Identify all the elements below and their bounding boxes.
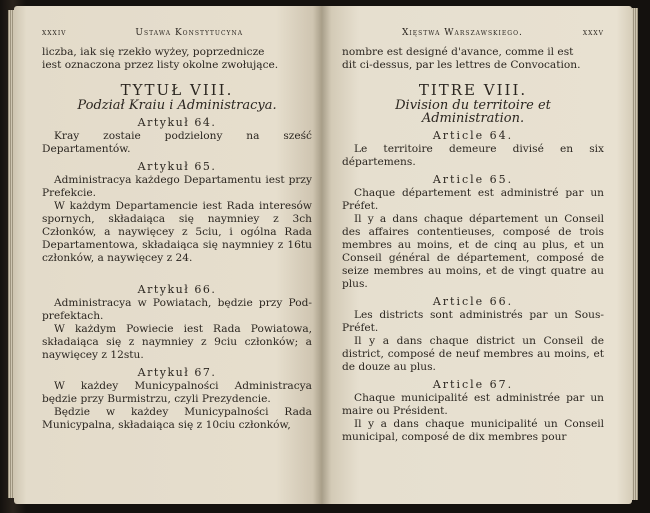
- right-running-title: Xięstwa Warszawskiego.: [401, 28, 523, 38]
- right-art66-p1: Les districts sont administrés par un Sous-Préfet.: [342, 309, 604, 334]
- left-page: [14, 6, 322, 504]
- left-subtitle: Podział Kraiu i Administracya.: [77, 98, 277, 113]
- left-line-top-2: iest oznaczona przez listy okolne zwołujące.: [42, 59, 279, 71]
- left-art65-p1: Administracya każdego Departamentu iest przy Prefekcie.: [42, 174, 312, 199]
- right-art64-heading: Article 64.: [432, 129, 514, 142]
- left-art66-p2: W każdym Powiecie iest Rada Powiatowa, składaiąca się z naymniey z 9ciu członków; a naywięcey z 12stu.: [42, 323, 312, 361]
- left-art65-heading: Artykuł 65.: [137, 160, 217, 173]
- right-subtitle: Division du territoire et Administration.: [395, 98, 551, 126]
- right-art67-p1: Chaque municipalité est administrée par un maire ou Président.: [342, 392, 604, 417]
- left-running-head: [42, 28, 312, 38]
- left-art66-heading: Artykuł 66.: [137, 283, 217, 296]
- right-art65-p2: Il y a dans chaque département un Conseil des affaires contentieuses, composé de trois membres au moins, et de cinq au plus, et un Conseil général de département, composé de seize membres au moins, et de vingt quatre au plus.: [342, 213, 604, 290]
- right-art67-heading: Article 67.: [432, 378, 514, 391]
- left-art67-p2: Będzie w każdey Municypalności Rada Municypalna, składaiąca się z 10ciu członków,: [42, 406, 312, 431]
- right-body: [342, 46, 604, 444]
- right-line-top-1: nombre est designé d'avance, comme il est: [342, 46, 574, 58]
- right-art65-p1: Chaque département est administré par un Préfet.: [342, 187, 604, 212]
- left-art64-text: Kray zostaie podzielony na sześć Departamentów.: [42, 130, 312, 155]
- right-title: TITRE VIII.: [418, 81, 528, 99]
- left-body: [42, 46, 312, 432]
- left-art64-heading: Artykuł 64.: [137, 116, 217, 129]
- left-page-number: xxxiv: [42, 28, 67, 38]
- left-art67-p1: W każdey Municypalności Administracya będzie przy Burmistrzu, czyli Prezydencie.: [42, 380, 312, 405]
- right-art64-text: Le territoire demeure divisé en six départemens.: [342, 143, 604, 168]
- left-art65-p2: W każdym Departamencie iest Rada interesów spornych, składaiąca się naymniey z 3ch Członków, a naywięcey z 5ciu, i ogólna Rada Departamentowa, składaiąca się naymniey z 16tu członków, a naywięcey z 24.: [42, 200, 312, 264]
- right-art67-p2: Il y a dans chaque municipalité un Conseil municipal, composé de dix membres pour: [342, 418, 604, 443]
- page-edges-right: [632, 8, 638, 500]
- right-art66-p2: Il y a dans chaque district un Conseil de district, composé de neuf membres au moins, et de douze au plus.: [342, 335, 604, 373]
- left-art67-heading: Artykuł 67.: [137, 366, 217, 379]
- left-line-top-1: liczba, iak się rzekło wyżey, poprzednicze: [42, 46, 265, 58]
- right-page: [322, 6, 632, 504]
- right-running-head: [342, 28, 604, 38]
- left-running-title: Ustawa Konstytucyna: [135, 28, 244, 38]
- right-art65-heading: Article 65.: [432, 173, 514, 186]
- right-art66-heading: Article 66.: [432, 295, 514, 308]
- right-line-top-2: dit ci-dessus, par les lettres de Convocation.: [342, 59, 581, 71]
- left-title: TYTUŁ VIII.: [120, 81, 234, 99]
- left-art66-p1: Administracya w Powiatach, będzie przy Pod-prefektach.: [42, 297, 312, 322]
- right-page-number: xxxv: [582, 28, 604, 38]
